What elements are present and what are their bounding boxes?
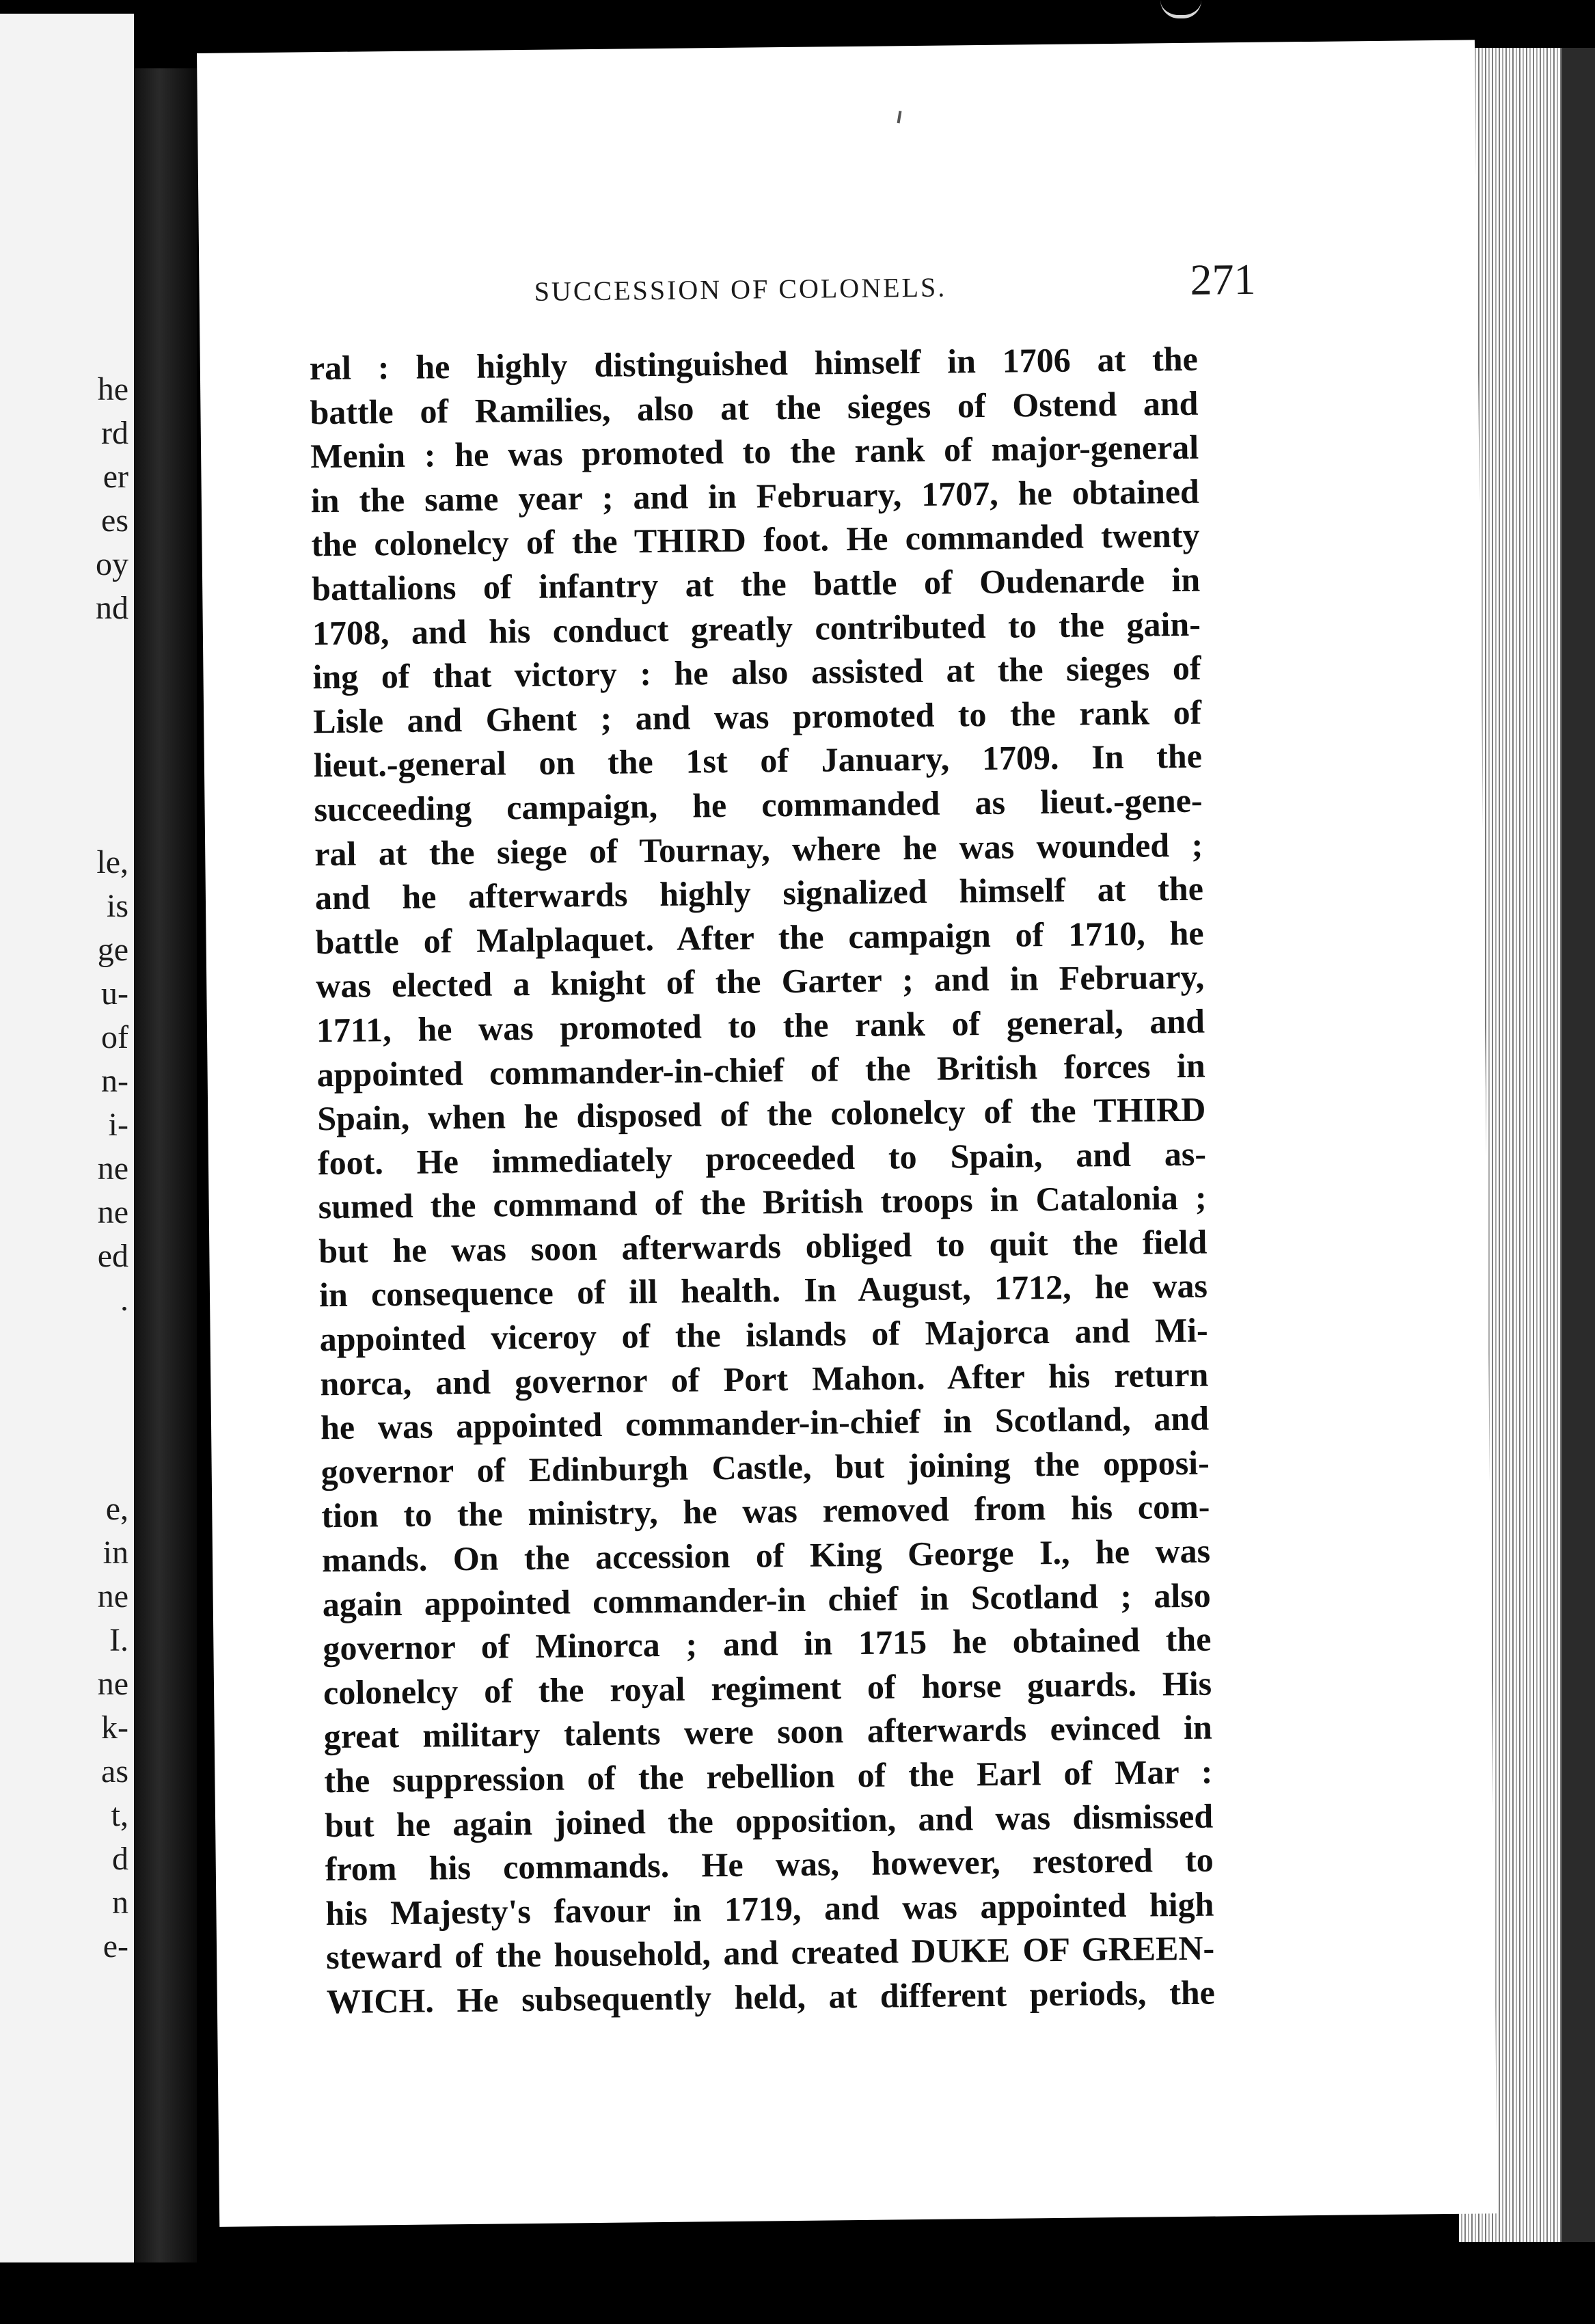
text-line: his Majesty's favour in 1719, and was appointed high xyxy=(325,1884,1214,1932)
left-page-fragment: n- xyxy=(101,1063,128,1099)
text-line: lieut.-general on the 1st of January, 1709. In the xyxy=(313,736,1203,785)
text-line: battle of Ramilies, also at the sieges of Ostend and xyxy=(310,383,1199,431)
left-page-fragment: t, xyxy=(111,1797,128,1833)
left-page-fragment: ne xyxy=(97,1150,128,1187)
text-line: WICH. He subsequently held, at different periods, the xyxy=(326,1973,1216,2021)
text-line: norca, and governor of Port Mahon. After his return xyxy=(320,1355,1209,1403)
text-line: governor of Edinburgh Castle, but joining the opposi- xyxy=(321,1443,1210,1491)
left-page-fragment: er xyxy=(103,459,128,495)
text-line: from his commands. He was, however, restored to xyxy=(325,1840,1214,1889)
text-line: steward of the household, and created DUKE OF GREEN- xyxy=(325,1928,1215,1977)
left-page-fragment: nd xyxy=(96,590,128,626)
text-line: succeeding campaign, he commanded as lieut.-gene- xyxy=(314,781,1203,829)
text-line: again appointed commander-in chief in Scotland ; also xyxy=(322,1576,1211,1623)
left-page-fragment: n xyxy=(112,1884,128,1921)
text-line: appointed viceroy of the islands of Majorca and Mi- xyxy=(319,1310,1208,1359)
left-page-fragment: i- xyxy=(108,1107,128,1143)
left-page-fragment: es xyxy=(101,502,128,539)
left-page-fragment: k- xyxy=(101,1710,128,1746)
left-page-fragment: d xyxy=(112,1841,128,1877)
left-page-fragment: ne xyxy=(97,1578,128,1614)
text-line: foot. He immediately proceeded to Spain, and as- xyxy=(317,1134,1207,1182)
text-line: and he afterwards highly signalized himself at the xyxy=(314,869,1204,917)
left-page-fragment: of xyxy=(101,1019,128,1055)
text-line: in consequence of ill health. In August, 1712, he was xyxy=(318,1267,1208,1314)
left-page-fragment: . xyxy=(120,1282,128,1318)
text-line: the colonelcy of the THIRD foot. He commanded twenty xyxy=(311,516,1200,564)
left-page-fragment: ed xyxy=(97,1238,128,1274)
page-edge-shadow xyxy=(1562,48,1595,2242)
left-page-fragment: e- xyxy=(103,1928,128,1964)
left-page-fragment: he xyxy=(97,371,128,407)
text-line: sumed the command of the British troops in Catalonia ; xyxy=(318,1178,1207,1226)
book-gutter xyxy=(134,68,197,2262)
left-page-fragment: u- xyxy=(101,975,128,1012)
text-line: colonelcy of the royal regiment of horse guards. His xyxy=(323,1664,1212,1712)
text-line: ral : he highly distinguished himself in 1706 at the xyxy=(309,339,1199,388)
page-speck xyxy=(897,111,902,123)
left-page-fragment: rd xyxy=(101,415,128,451)
left-page-fragment: ne xyxy=(97,1666,128,1702)
left-page-fragment: ne xyxy=(97,1194,128,1230)
left-page-fragment: le, xyxy=(96,844,128,880)
text-line: Lisle and Ghent ; and was promoted to the rank of xyxy=(312,692,1202,741)
left-page-fragment: ge xyxy=(97,932,128,968)
text-line: the suppression of the rebellion of the Earl of Mar : xyxy=(324,1752,1213,1800)
body-text xyxy=(309,337,1215,2024)
text-line: 1708, and his conduct greatly contributed to the gain- xyxy=(312,604,1201,652)
text-line: ral at the siege of Tournay, where he was wounded ; xyxy=(314,825,1203,873)
page-number: 271 xyxy=(1190,254,1256,304)
left-page-fragment: e, xyxy=(105,1491,128,1527)
left-page-fragment: is xyxy=(106,888,128,924)
text-line: but he again joined the opposition, and was dismissed xyxy=(324,1796,1214,1844)
text-line: battle of Malplaquet. After the campaign of 1710, he xyxy=(315,913,1204,961)
text-line: but he was soon afterwards obliged to quit the field xyxy=(318,1222,1208,1271)
text-line: tion to the ministry, he was removed from his com- xyxy=(321,1487,1210,1535)
text-line: he was appointed commander-in-chief in Scotland, and xyxy=(320,1399,1210,1447)
text-line: ing of that victory : he also assisted at the sieges of xyxy=(312,648,1201,697)
text-line: Menin : he was promoted to the rank of major-general xyxy=(310,427,1199,476)
text-line: Spain, when he disposed of the colonelcy of the THIRD xyxy=(317,1090,1206,1138)
left-page-fragment: I. xyxy=(109,1622,128,1658)
running-head: SUCCESSION OF COLONELS. xyxy=(534,271,947,307)
text-line: mands. On the accession of King George I., he was xyxy=(321,1531,1211,1580)
left-page-fragment: in xyxy=(103,1535,128,1571)
book-page xyxy=(197,40,1497,2226)
scan-corner-mark xyxy=(1160,0,1201,18)
text-line: appointed commander-in-chief of the British forces in xyxy=(316,1046,1205,1094)
text-line: great military talents were soon afterwards evinced in xyxy=(323,1707,1213,1756)
text-line: battalions of infantry at the battle of Oudenarde in xyxy=(311,560,1201,608)
left-page-fragment: as xyxy=(101,1753,128,1789)
text-line: governor of Minorca ; and in 1715 he obtained the xyxy=(323,1619,1212,1668)
left-page-fragment: oy xyxy=(96,546,128,582)
page-header xyxy=(199,252,1477,320)
left-facing-page xyxy=(0,14,134,2262)
text-line: was elected a knight of the Garter ; and in February, xyxy=(316,957,1205,1005)
text-line: in the same year ; and in February, 1707, he obtained xyxy=(310,472,1200,520)
text-line: 1711, he was promoted to the rank of general, and xyxy=(316,1001,1205,1050)
